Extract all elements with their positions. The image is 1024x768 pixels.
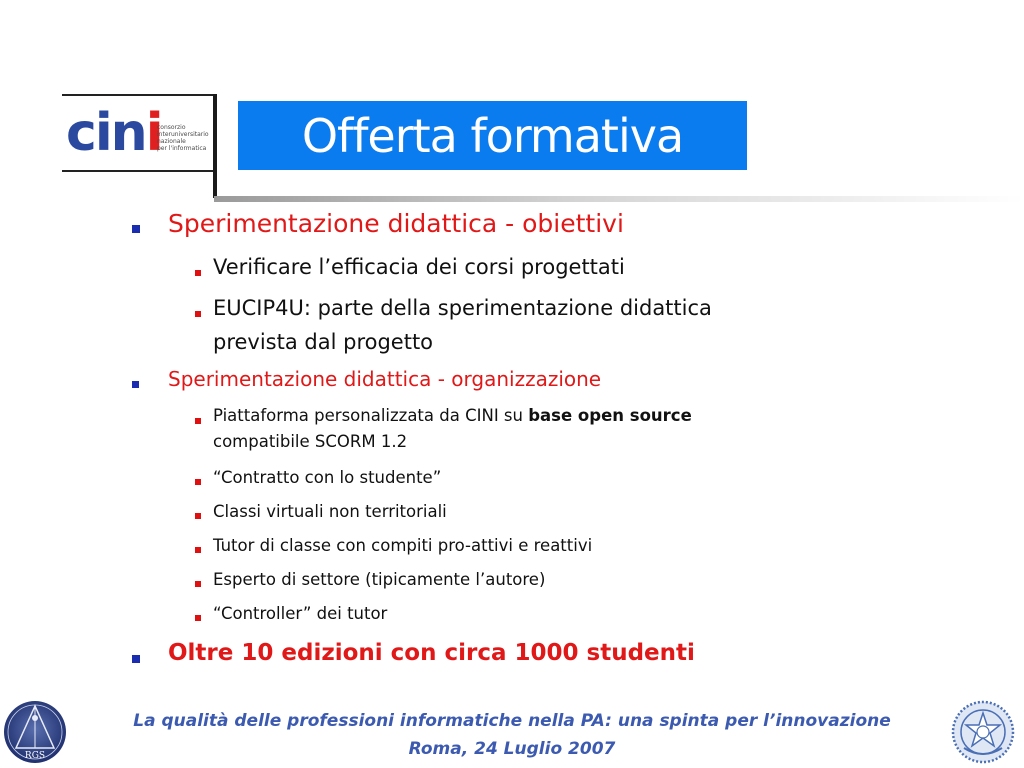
bullet-square-icon xyxy=(132,655,140,663)
bullet-level1-organization: Sperimentazione didattica - organizzazione xyxy=(168,367,602,391)
logo-subtitle-line: interuniversitario xyxy=(157,131,209,138)
bullet-level2-verify: Verificare l’efficacia dei corsi progettati xyxy=(213,255,625,279)
platform-bold-text: base open source xyxy=(528,406,692,425)
platform-text: Piattaforma personalizzata da CINI su xyxy=(213,406,529,425)
bullet-square-red-icon xyxy=(195,547,201,553)
bullet-level3-platform-line2: compatibile SCORM 1.2 xyxy=(213,432,408,451)
bullet-square-red-icon xyxy=(195,418,201,424)
bullet-level1-objectives: Sperimentazione didattica - obiettivi xyxy=(168,209,624,238)
bullet-level3-platform xyxy=(213,406,692,425)
logo-subtitle-line: consorzio xyxy=(157,124,186,131)
bullet-level3-controller: “Controller” dei tutor xyxy=(213,604,388,623)
bullet-level3-sector-expert: Esperto di settore (tipicamente l’autore) xyxy=(213,570,546,589)
bullet-level2-eucip-line2: prevista dal progetto xyxy=(213,330,434,354)
bullet-level3-virtual-classes: Classi virtuali non territoriali xyxy=(213,502,447,521)
slide-title-box xyxy=(238,101,747,170)
cini-logo xyxy=(66,103,162,163)
logo-subtitle-line: nazionale xyxy=(157,138,186,145)
header-rule-logo-bottom xyxy=(62,170,214,172)
footer-date-location: Roma, 24 Luglio 2007 xyxy=(408,739,616,759)
logo-letter-i: i xyxy=(94,103,111,163)
bullet-level3-class-tutor: Tutor di classe con compiti pro-attivi e reattivi xyxy=(213,536,593,555)
bullet-square-red-icon xyxy=(195,615,201,621)
header-vertical-rule xyxy=(213,94,217,198)
logo-letter-i-red: i xyxy=(145,103,162,163)
bullet-level2-eucip-line1: EUCIP4U: parte della sperimentazione didattica xyxy=(213,296,712,320)
bullet-square-icon xyxy=(132,381,139,388)
header-rule-top xyxy=(62,94,214,96)
slide-title: Offerta formativa xyxy=(301,108,684,163)
footer-conference-title: La qualità delle professioni informatiche nella PA: una spinta per l’innovazione xyxy=(133,711,891,731)
rgs-seal-label: RGS xyxy=(24,751,46,761)
logo-subtitle xyxy=(157,124,209,152)
bullet-square-red-icon xyxy=(195,270,201,276)
logo-letter-n: n xyxy=(110,103,146,163)
bullet-level3-contract: “Contratto con lo studente” xyxy=(213,468,442,487)
bullet-level1-editions: Oltre 10 edizioni con circa 1000 studenti xyxy=(168,640,695,666)
logo-letter-c: c xyxy=(66,103,95,163)
bullet-square-red-icon xyxy=(195,513,201,519)
bullet-square-red-icon xyxy=(195,479,201,485)
logo-subtitle-line: per l'informatica xyxy=(157,145,207,152)
bullet-square-red-icon xyxy=(195,311,201,317)
title-underline-gradient xyxy=(214,196,1024,202)
bullet-square-red-icon xyxy=(195,581,201,587)
bullet-square-icon xyxy=(132,225,140,233)
